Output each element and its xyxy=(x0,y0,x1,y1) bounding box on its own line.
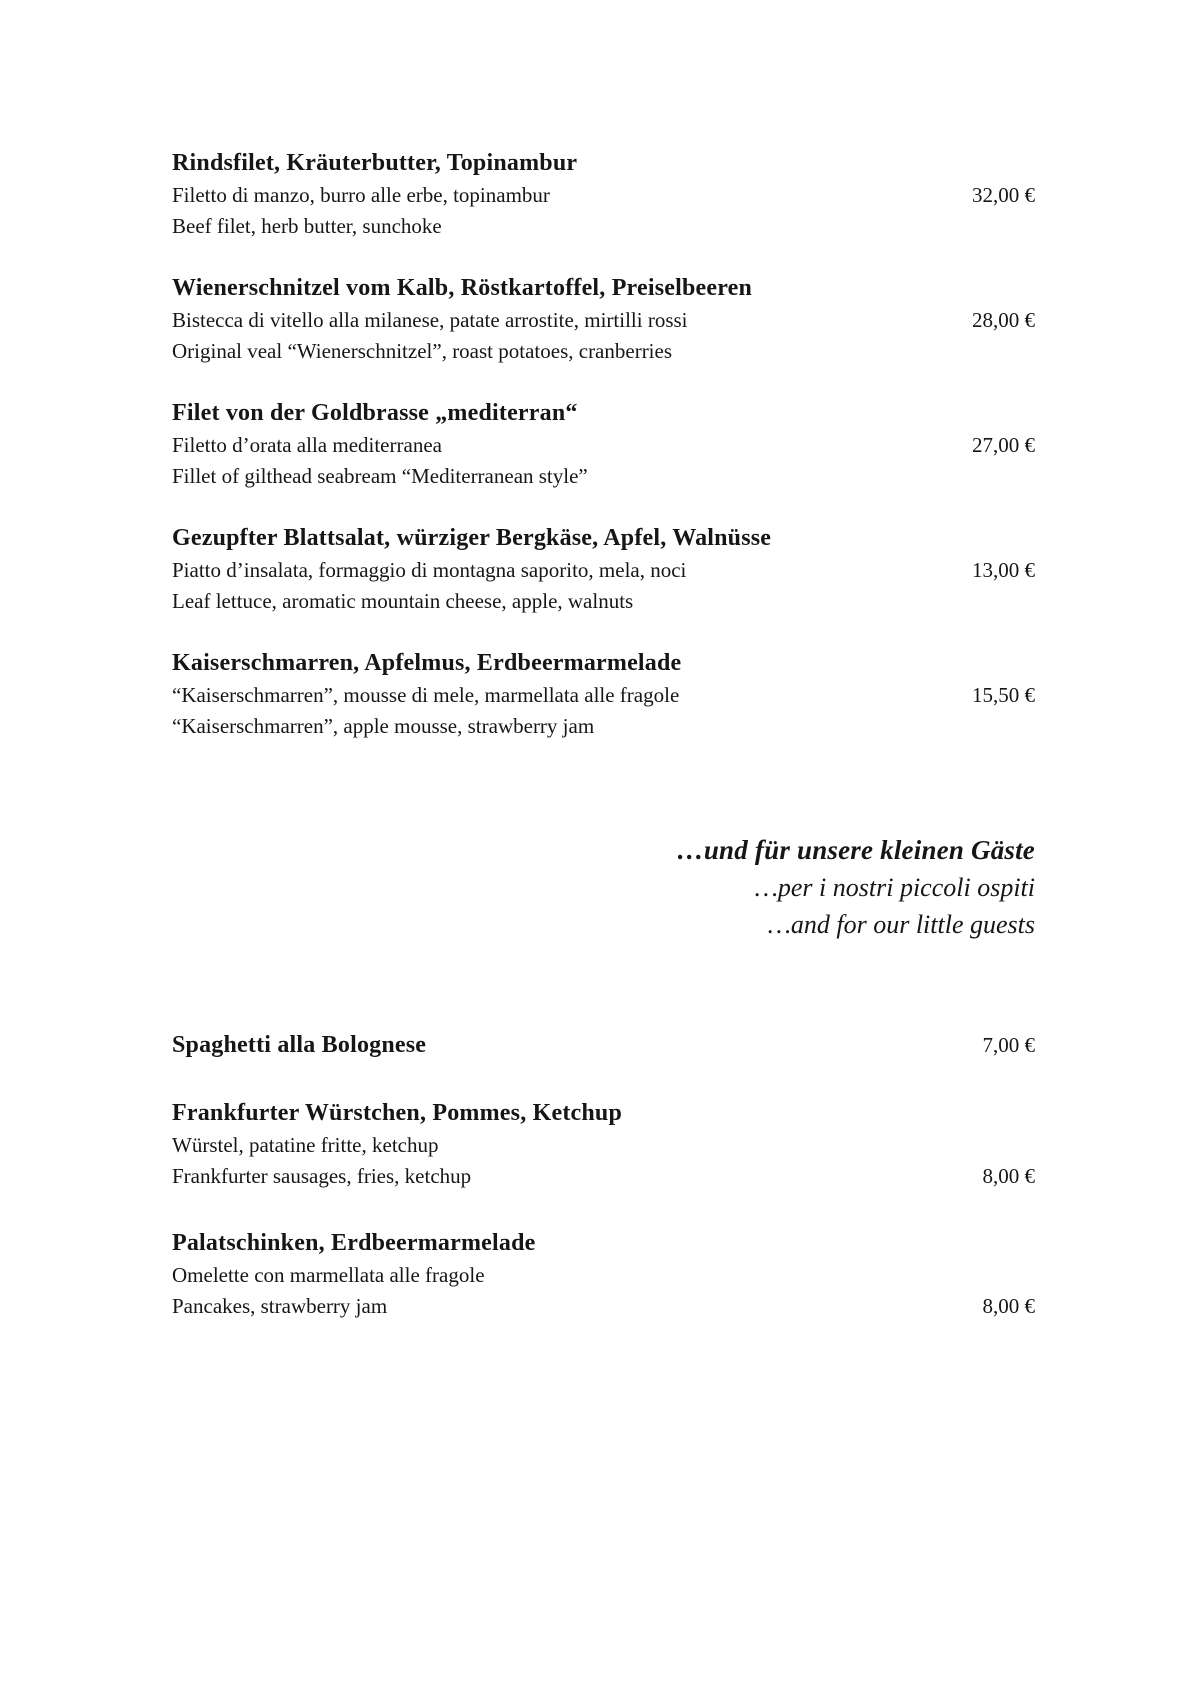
menu-item-wienerschnitzel xyxy=(172,271,1035,367)
dish-title: Frankfurter Würstchen, Pommes, Ketchup xyxy=(172,1100,623,1126)
kids-item-spaghetti xyxy=(172,1028,1035,1062)
kids-header-english: …and for our little guests xyxy=(767,910,1035,939)
dish-title: Rindsfilet, Kräuterbutter, Topinambur xyxy=(172,150,578,176)
dish-price: 8,00 € xyxy=(982,1164,1035,1188)
dish-line-english xyxy=(172,1291,1035,1322)
dish-title: Wienerschnitzel vom Kalb, Röstkartoffel, Preiselbeeren xyxy=(172,275,753,301)
dish-price: 13,00 € xyxy=(972,558,1035,582)
dish-desc-english: Fillet of gilthead seabream “Mediterranean style” xyxy=(172,464,588,488)
dish-desc-english: Leaf lettuce, aromatic mountain cheese, apple, walnuts xyxy=(172,589,634,613)
menu-item-kaiserschmarren xyxy=(172,646,1035,742)
dish-line-italian xyxy=(172,430,1035,461)
kids-section-header xyxy=(172,832,1035,943)
dish-desc-english: “Kaiserschmarren”, apple mousse, strawberry jam xyxy=(172,714,595,738)
dish-title: Gezupfter Blattsalat, würziger Bergkäse, Apfel, Walnüsse xyxy=(172,525,772,551)
dish-desc-english: Pancakes, strawberry jam xyxy=(172,1294,388,1318)
dish-desc-english: Beef filet, herb butter, sunchoke xyxy=(172,214,442,238)
kids-item-frankfurter xyxy=(172,1096,1035,1192)
dish-desc-italian: Würstel, patatine fritte, ketchup xyxy=(172,1133,439,1157)
dish-desc-english: Frankfurter sausages, fries, ketchup xyxy=(172,1164,472,1188)
menu-item-blattsalat xyxy=(172,521,1035,617)
dish-title: Spaghetti alla Bolognese xyxy=(172,1032,427,1058)
dish-line-italian xyxy=(172,555,1035,586)
dish-line-italian xyxy=(172,180,1035,211)
dish-line-italian xyxy=(172,680,1035,711)
dish-desc-italian: Filetto d’orata alla mediterranea xyxy=(172,433,442,457)
dish-desc-italian: Piatto d’insalata, formaggio di montagna saporito, mela, noci xyxy=(172,558,687,582)
dish-title: Palatschinken, Erdbeermarmelade xyxy=(172,1230,536,1256)
menu-item-goldbrasse xyxy=(172,396,1035,492)
dish-price: 28,00 € xyxy=(972,308,1035,332)
menu-item-rindsfilet xyxy=(172,146,1035,242)
dish-title: Filet von der Goldbrasse „mediterran“ xyxy=(172,400,578,426)
dish-line-english xyxy=(172,1161,1035,1192)
dish-price: 7,00 € xyxy=(982,1033,1035,1057)
dish-desc-italian: “Kaiserschmarren”, mousse di mele, marmellata alle fragole xyxy=(172,683,680,707)
kids-items-section xyxy=(172,1028,1035,1322)
kids-header-german: …und für unsere kleinen Gäste xyxy=(676,835,1035,865)
kids-header-italian: …per i nostri piccoli ospiti xyxy=(754,873,1035,902)
dish-title: Kaiserschmarren, Apfelmus, Erdbeermarmelade xyxy=(172,650,682,676)
main-courses-section xyxy=(172,146,1035,742)
dish-price: 8,00 € xyxy=(982,1294,1035,1318)
menu-page xyxy=(172,146,1035,1356)
dish-price: 32,00 € xyxy=(972,183,1035,207)
dish-desc-italian: Bistecca di vitello alla milanese, patate arrostite, mirtilli rossi xyxy=(172,308,688,332)
dish-line-title xyxy=(172,1028,1035,1062)
kids-item-palatschinken xyxy=(172,1226,1035,1322)
dish-desc-italian: Filetto di manzo, burro alle erbe, topinambur xyxy=(172,183,550,207)
dish-price: 15,50 € xyxy=(972,683,1035,707)
dish-price: 27,00 € xyxy=(972,433,1035,457)
dish-desc-italian: Omelette con marmellata alle fragole xyxy=(172,1263,485,1287)
dish-desc-english: Original veal “Wienerschnitzel”, roast potatoes, cranberries xyxy=(172,339,673,363)
dish-line-italian xyxy=(172,305,1035,336)
